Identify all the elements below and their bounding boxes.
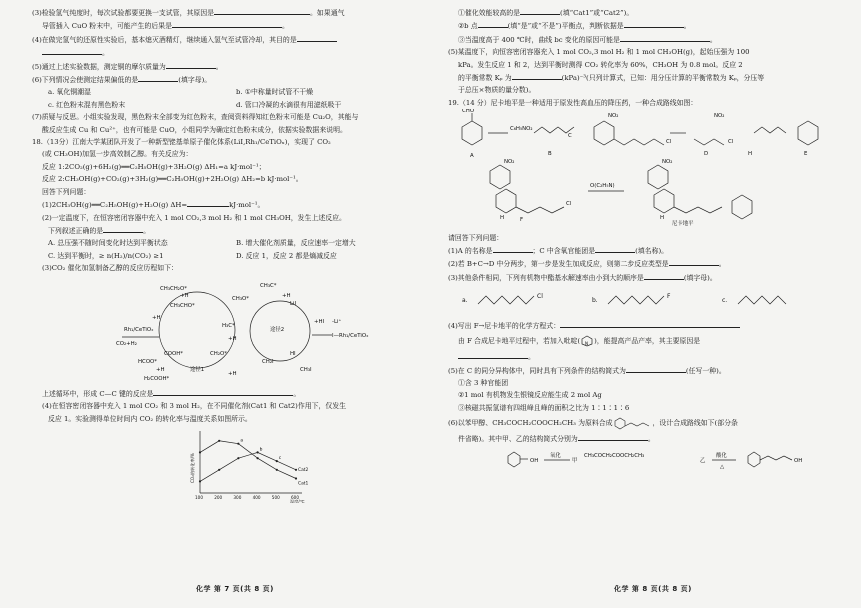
label-route-1: 途径1	[190, 366, 205, 373]
q19-line: 19.（14 分）尼卡地平是一种适用于原发性高血压的降压药，一种合成路线如图：	[448, 98, 698, 107]
data-point	[295, 469, 297, 471]
synthesis-route-diagram	[448, 109, 840, 227]
label-ch3ch2o: CH₃CH₂O*	[160, 285, 187, 292]
answer-blank[interactable]	[458, 350, 528, 359]
label-rh-ceti: Rh₁/CeTiOₓ	[124, 326, 154, 333]
answer-blank[interactable]	[493, 244, 533, 253]
s4-line-2: 反应 1。实验测得单位时间内 CO₂ 的转化率与温度关系如图所示。	[48, 414, 252, 423]
s2-options-2: C. 达到平衡时，≥ n(H₂)/n(CO₂) ≥1 D. 反应 1，反应 2 都是熵减反应	[48, 251, 337, 260]
label-route-2: 途径2	[270, 326, 285, 333]
data-point	[237, 457, 239, 459]
answer-blank[interactable]	[42, 46, 102, 55]
s3-tail: 上述循环中，形成 C—C 键的反应是 。	[32, 387, 424, 400]
answer-prompt: 回答下列问题：	[42, 187, 91, 196]
answer-blank[interactable]	[595, 244, 635, 253]
svg-text:N: N	[585, 341, 589, 347]
label-ch2o: CH₂O*	[210, 350, 227, 357]
answer-blank[interactable]	[669, 257, 719, 266]
page-8-footer: 化学 第 8 页(共 8 页)	[614, 585, 692, 593]
x-tick-label: 100	[195, 495, 203, 501]
answer-blank[interactable]	[214, 6, 310, 15]
intermediate-yi: 乙	[700, 457, 706, 464]
x-tick-label: 300	[233, 495, 242, 501]
label-i-rh: I—Rh₁/CeTiOₓ	[332, 332, 369, 339]
nitro-label: NO₂	[662, 159, 673, 166]
label-plus-h: +H	[180, 292, 189, 299]
mol-label-d: D	[704, 151, 709, 158]
label-plus-h: +H	[228, 335, 237, 342]
label-cooh: COOH*	[164, 350, 183, 357]
q1-line: (1)A 的名称是 ；C 中含氧官能团是 (填名称)。	[448, 244, 840, 257]
data-point	[257, 451, 259, 453]
intermediate-jia: 甲	[572, 457, 578, 464]
q6-line-2: 件省略)。其中甲、乙的结构简式分别为 。	[448, 432, 840, 445]
q6-line: (6)下列情况会使测定结果偏低的是 (填字母)。	[32, 73, 424, 86]
s2-options-1: A. 总压强不随时间变化时达到平衡状态 B. 增大催化剂质量，反应速率一定增大	[48, 239, 356, 248]
mol-label-a: A	[470, 153, 474, 160]
answer-blank[interactable]	[297, 33, 337, 42]
h-label: H	[500, 215, 505, 222]
reagent-label: CH₃COCH₂COOCH₂CH₃	[584, 452, 645, 459]
mol-label-f: F	[520, 217, 524, 224]
q4-line-3: 。	[448, 350, 840, 363]
x-tick-label: 500	[271, 495, 280, 501]
x-axis-label: 温度/℃	[290, 499, 305, 504]
q7-line: (7)质疑与反思。小组实验发现，黑色粉末全部变为红色粉末，查阅资料得知红色粉末可能是 Cu₂O，其能与	[32, 113, 359, 122]
data-point	[257, 457, 259, 459]
q4-line-2: 由 F 合成尼卡地平过程中，若加入吡啶( N )，能提高产品产率，其主要原因是	[458, 337, 701, 347]
answer-blank[interactable]	[624, 19, 684, 28]
pyridine-icon	[580, 335, 594, 347]
label-hcoo: HCOO*	[138, 358, 157, 365]
label-ch2i: CH₂I	[262, 358, 274, 365]
s2-line: (2)一定温度下，在恒容密闭容器中充入 1 mol CO₂,3 mol H₂ 和 1 mol CH₃OH，发生上述反应。	[42, 213, 346, 222]
point-label-c: c	[278, 456, 282, 462]
conversion-chart	[32, 425, 424, 503]
h-label: H	[748, 151, 753, 158]
option-a: a.	[462, 297, 468, 305]
target-molecule-icon	[613, 416, 653, 430]
acidify-label: 酸化	[716, 452, 727, 459]
series-line-cat2	[200, 453, 296, 482]
oh-label: OH	[794, 457, 803, 464]
ester-options	[448, 284, 840, 314]
nitro-label: NO₂	[504, 159, 515, 166]
y-axis-label: CO₂的转化率/%	[190, 453, 195, 484]
series-label-cat2: Cat2	[298, 467, 309, 473]
reaction-2: 反应 2:CH₃OH(g)+CO₂(g)+3H₂(g)══C₂H₅OH(g)+2H₂O(g) ΔH₂=b kJ·mol⁻¹。	[42, 175, 303, 184]
series-label-cat1: Cat1	[298, 481, 309, 487]
label-co2-h2: CO₂+H₂	[116, 340, 137, 347]
nitro-label: NO₂	[608, 113, 619, 120]
q6-options-2: c. 红色粉末混有黑色粉末 d. 管口冷凝的水滴很有用滤纸吸干	[48, 100, 342, 109]
page-7-column	[32, 6, 424, 508]
label-plus-h: +H	[282, 292, 291, 299]
label-ch3c: CH₃C*	[260, 282, 277, 289]
r5-line-3: 的平衡常数 Kₚ 为 (kPa)⁻³(只列计算式，已知：用分压计算的平衡常数为 Kₚ，分压等	[448, 71, 840, 84]
answer-blank[interactable]	[187, 198, 229, 207]
synthesis-route-6	[448, 446, 840, 474]
page-8-column	[448, 6, 840, 478]
label-plus-h: +H	[228, 370, 237, 377]
answer-blank[interactable]	[153, 387, 293, 396]
q5-line: (5)在 C 的同分异构体中，同时具有下列条件的结构简式为 (任写一种)。	[448, 364, 840, 377]
x-tick-label: 400	[252, 495, 261, 501]
q2-line: (2)若 B+C→D 中分两步，第一步是发生加成反应，则第二步反应类型是 。	[448, 257, 840, 270]
s2-line-2: 下列叙述正确的是 。	[32, 224, 424, 237]
s1-line: (1)2CH₃OH(g)══C₂H₅OH(g)+H₂O(g) ΔH= kJ·mol⁻¹。	[32, 198, 424, 211]
label-plus-h: +H	[156, 366, 165, 373]
r2-line: ②b 点 (填“是”或“不是”)平衡点，判断依据是 。	[448, 19, 840, 32]
label-minus-li: -Li⁺	[332, 318, 342, 325]
data-point	[199, 451, 201, 453]
answer-blank[interactable]	[626, 364, 686, 373]
catalytic-cycle-diagram	[32, 275, 424, 383]
q6-line: (6)以苯甲醇、CH₃COCH₂COOCH₂CH₃ 为原料合成 ，设计合成路线如下(部分条	[448, 414, 840, 432]
q5-cond-1: ①含 3 种官能团	[458, 378, 509, 387]
point-label-a: a	[240, 438, 244, 444]
label-ch3i: CH₃I	[300, 366, 312, 373]
x-tick-label: 600	[291, 495, 299, 501]
answer-blank[interactable]	[512, 71, 562, 80]
mol-label-e: E	[804, 151, 808, 158]
mol-label-nicardipine: 尼卡地平	[672, 221, 694, 228]
r5-line-4: 于总压×物质的量分数)。	[458, 86, 536, 95]
answer-blank[interactable]	[166, 60, 216, 69]
r5-line-2: kPa。发生反应 1 和 2，达到平衡时测得 CO₂ 转化率为 60%，CH₃OH 为 0.8 mol。反应 2	[458, 60, 743, 69]
q3-line: (3)检验氢气纯度时，每次试验都要更换一支试管，其原因是 。如果通气	[32, 6, 424, 19]
cl-label: Cl	[728, 139, 734, 146]
f-sub: F	[667, 293, 671, 301]
s4-line: (4)在恒容密闭容器中充入 1 mol CO₂ 和 3 mol H₂，在不同催化剂(Cat1 和 Cat2)作用下，仅发生	[42, 402, 347, 411]
oh-label: OH	[530, 457, 539, 464]
reagent-label: O(C₂H₅N)	[590, 183, 615, 190]
label-h2cooh: H₂COOH*	[144, 375, 170, 382]
data-point	[276, 469, 278, 471]
answer-blank[interactable]	[560, 319, 740, 328]
q6-options-1: a. 氧化铜潮湿 b. ①中称量时试管不干燥	[48, 88, 313, 97]
q4-line-2: 。	[32, 46, 424, 59]
label-plus-h: +H	[152, 314, 161, 321]
label-plus-hi: +HI	[314, 318, 325, 325]
q5-cond-3: ③核磁共振氢谱有四组峰且峰的面积之比为 1∶1∶1∶6	[458, 403, 630, 412]
reagent-label: C₆H₅NO₂	[510, 126, 533, 133]
answer-blank[interactable]	[578, 432, 648, 441]
data-point	[295, 478, 297, 480]
heat-label: △	[720, 463, 725, 470]
q4-line: (4)写出 F→尼卡地平的化学方程式：	[448, 319, 840, 332]
cho-label: CHO	[462, 109, 475, 115]
option-c: c.	[722, 297, 728, 305]
r5-line: (5)某温度下，向恒容密闭容器充入 1 mol CO₂,3 mol H₂ 和 1 mol CH₃OH(g)，起始压强为 100	[448, 48, 750, 57]
option-b: b.	[592, 297, 598, 305]
r1-line: ①催化效能较高的是 (填“Cat1”或“Cat2”)。	[448, 6, 840, 19]
cl-label: Cl	[566, 201, 572, 208]
data-point	[199, 480, 201, 482]
oxidation-label: 氧化	[550, 452, 561, 459]
ans-prompt: 请回答下列问题：	[448, 233, 504, 242]
cl-sub: Cl	[537, 293, 543, 301]
answer-blank[interactable]	[172, 19, 282, 28]
s3-line: (3)CO₂ 催化加氢制备乙醇的反应历程如下：	[42, 264, 178, 273]
mol-label-c: C	[568, 133, 572, 140]
q3-line: (3)其他条件相同，下列有机物中酯基水解速率由小到大的顺序是 (填字母)。	[448, 271, 840, 284]
answer-blank[interactable]	[620, 33, 710, 42]
data-point	[276, 460, 278, 462]
x-tick-label: 200	[214, 495, 223, 501]
data-point	[218, 469, 220, 471]
answer-blank[interactable]	[103, 224, 143, 233]
q5-cond-2: ②1 mol 有机物发生银镜反应能生成 2 mol Ag	[458, 391, 602, 400]
label-ch3cho: CH₃CHO*	[170, 302, 195, 309]
answer-blank[interactable]	[138, 73, 178, 82]
data-point	[237, 443, 239, 445]
label-h3c: H₃C*	[222, 322, 235, 329]
label-ch3o: CH₃O*	[232, 295, 249, 302]
cl-label: Cl	[666, 139, 672, 146]
q7-line-2: 酸反应生成 Cu 和 Cu²⁺，也有可能是 CuO，小组同学为确定红色粉末成分，依据实验数据来说明。	[42, 125, 347, 134]
q18-line: 18.（13分）江南大学某团队开发了一种新型铑基单原子催化体系(LiI,Rh₁/CeTiOₓ)，实现了 CO₂	[32, 138, 331, 147]
h-label: H	[660, 215, 665, 222]
nitro-label: NO₂	[714, 113, 725, 120]
label-lii: LiI	[290, 300, 297, 307]
q18-line-2: (或 CH₃OH)加氢一步高效制乙醇。有关反应为：	[42, 150, 193, 159]
r3-line: ③当温度高于 400 ℃时，曲线 bc 变化的原因可能是 。	[448, 33, 840, 46]
answer-blank[interactable]	[478, 19, 508, 28]
point-label-b: b	[259, 447, 263, 453]
reaction-1: 反应 1:2CO₂(g)+6H₂(g)══C₂H₅OH(g)+3H₂O(g) ΔH₁=a kJ·mol⁻¹；	[42, 162, 266, 171]
answer-blank[interactable]	[520, 6, 560, 15]
mol-label-b: B	[548, 151, 552, 158]
label-hi: HI	[290, 350, 296, 357]
q3-line-2: 导管插入 CuO 粉末中，可能产生的后果是 。	[32, 19, 424, 32]
data-point	[218, 440, 220, 442]
q5-line: (5)通过上述实验数据，测定铜的摩尔质量为 。	[32, 60, 424, 73]
answer-blank[interactable]	[644, 271, 684, 280]
page-7-footer: 化学 第 7 页(共 8 页)	[196, 585, 274, 593]
q4-line: (4)在做完氢气的还原性实验后，基本熄灭酒精灯，继续通入氢气至试管冷却，其目的是	[32, 33, 424, 46]
